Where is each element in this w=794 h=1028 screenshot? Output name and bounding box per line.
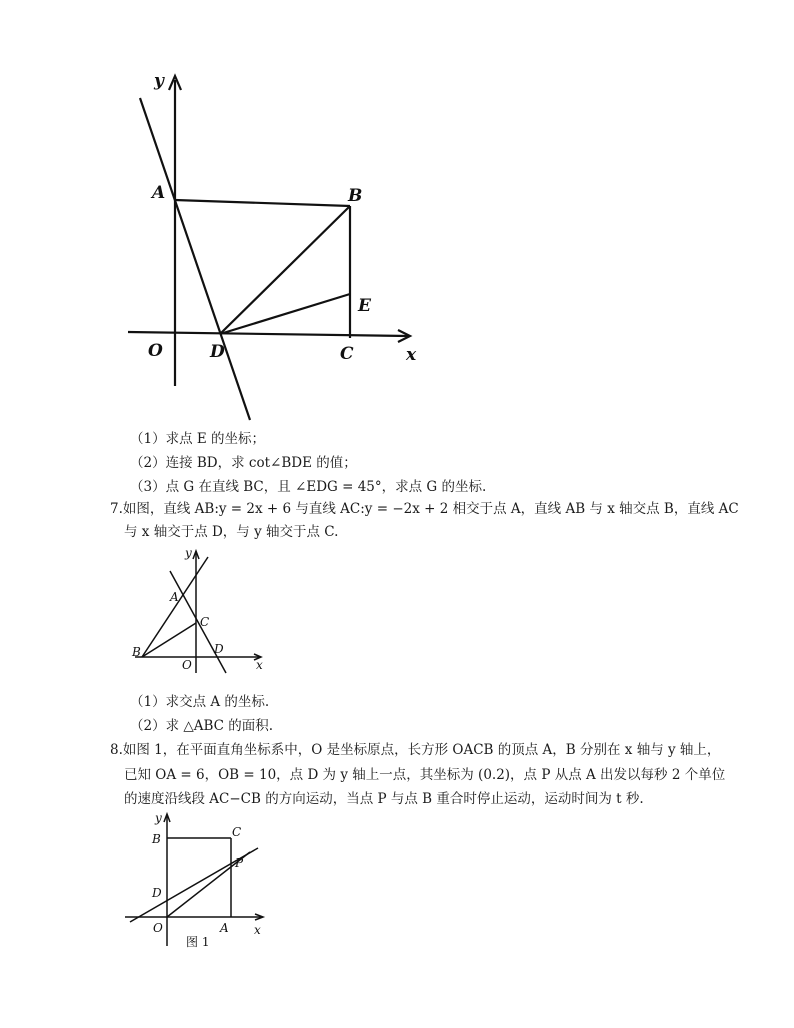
figure-caption: 图 1 xyxy=(186,935,210,949)
label-A: A xyxy=(220,921,229,935)
label-D: D xyxy=(152,886,162,900)
segment-AB xyxy=(175,200,350,206)
line-AB xyxy=(142,557,208,657)
q6-part-2: （2）连接 BD，求 cot∠BDE 的值； xyxy=(130,455,357,471)
label-O: O xyxy=(182,658,192,672)
label-D: D xyxy=(214,642,224,656)
label-x: x xyxy=(406,345,417,365)
label-D: D xyxy=(210,342,225,362)
label-A: A xyxy=(152,183,166,203)
q8-statement-line-1: 8.如图 1，在平面直角坐标系中，O 是坐标原点，长方形 OACB 的顶点 A，B 分别在 x 轴与 y 轴上， xyxy=(110,742,721,758)
label-B: B xyxy=(132,645,141,659)
label-y: y xyxy=(155,811,162,825)
figure-2-diagram xyxy=(130,545,270,675)
q7-statement-line-1: 7.如图，直线 AB:y = 2x + 6 与直线 AC:y = −2x + 2 相交于点 A，直线 AB 与 x 轴交点 B，直线 AC xyxy=(110,501,739,517)
q8-statement-line-2: 已知 OA = 6，OB = 10，点 D 为 y 轴上一点，其坐标为 (0.2)，点 P 从点 A 出发以每秒 2 个单位 xyxy=(124,767,726,783)
x-axis xyxy=(128,332,408,336)
label-P: P xyxy=(235,856,244,870)
label-y: y xyxy=(185,546,192,560)
q6-part-3: （3）点 G 在直线 BC，且 ∠EDG = 45°，求点 G 的坐标. xyxy=(130,479,487,495)
q7-statement-line-2: 与 x 轴交于点 D，与 y 轴交于点 C. xyxy=(124,524,339,540)
label-C: C xyxy=(340,344,354,364)
figure-1-diagram xyxy=(120,70,430,430)
segment-BC xyxy=(142,623,196,657)
label-C: C xyxy=(200,615,210,629)
label-C: C xyxy=(232,825,242,839)
label-B: B xyxy=(152,832,161,846)
q7-part-1: （1）求交点 A 的坐标. xyxy=(130,694,270,710)
label-x: x xyxy=(254,923,261,937)
figure-3-diagram xyxy=(120,810,270,955)
q8-statement-line-3: 的速度沿线段 AC−CB 的方向运动，当点 P 与点 B 重合时停止运动，运动时间为 t 秒. xyxy=(124,791,644,807)
label-O: O xyxy=(148,341,163,361)
q6-part-1: （1）求点 E 的坐标； xyxy=(130,431,266,447)
label-E: E xyxy=(358,296,371,316)
label-y: y xyxy=(154,71,164,91)
line-AD xyxy=(140,98,250,420)
label-O: O xyxy=(153,921,163,935)
label-A: A xyxy=(170,590,179,604)
label-x: x xyxy=(256,658,263,672)
q7-part-2: （2）求 △ABC 的面积. xyxy=(130,718,274,734)
label-B: B xyxy=(348,186,363,206)
